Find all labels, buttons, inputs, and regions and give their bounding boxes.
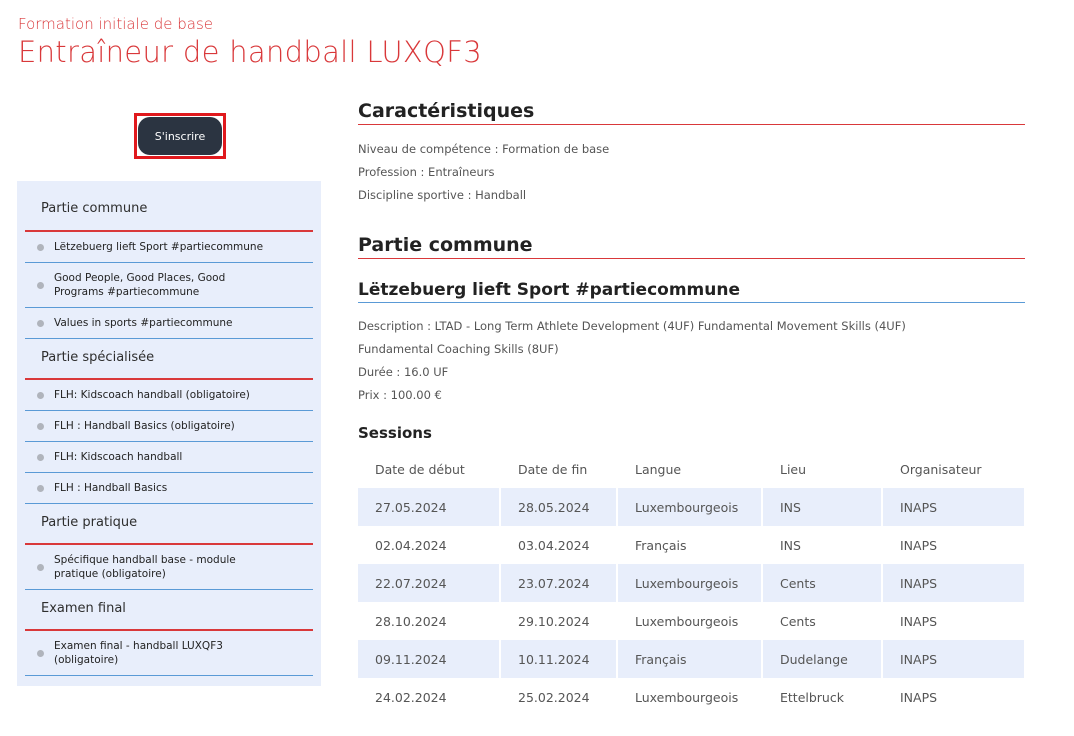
page-title: Entraîneur de handball LUXQF3 (18, 35, 482, 69)
sidebar-section-title: Examen final (41, 601, 126, 616)
main-content (358, 100, 1025, 716)
table-row (358, 526, 1024, 564)
table-cell: 22.07.2024 (358, 564, 499, 602)
table-cell: Français (618, 640, 761, 678)
sidebar-item-label: FLH : Handball Basics (obligatoire) (54, 420, 235, 432)
table-cell: Français (635, 537, 687, 553)
sidebar-item[interactable] (25, 232, 313, 263)
table-cell: 29.10.2024 (518, 613, 590, 629)
competence-level: Niveau de compétence : Formation de base (358, 142, 610, 156)
table-cell: INAPS (900, 537, 938, 553)
page-subtitle: Formation initiale de base (18, 15, 213, 33)
column-header: Date de début (375, 461, 465, 477)
sidebar-item-label: Lëtzebuerg lieft Sport #partiecommune (54, 241, 264, 253)
table-header-row (358, 450, 1024, 488)
table-cell: 24.02.2024 (375, 689, 447, 705)
sidebar-item[interactable] (25, 442, 313, 473)
sidebar-item-label: FLH: Kidscoach handball (obligatoire) (54, 389, 250, 401)
column-header: Langue (635, 461, 682, 477)
sidebar-item-label: FLH: Kidscoach handball (54, 451, 183, 463)
bullet-icon (37, 454, 44, 461)
bullet-icon (37, 244, 44, 251)
sessions-table (356, 450, 1026, 716)
sidebar-item[interactable] (25, 263, 313, 308)
table-cell: 25.02.2024 (518, 689, 590, 705)
table-row (358, 678, 1024, 716)
sport-discipline: Discipline sportive : Handball (358, 188, 527, 202)
sidebar-item-label: Values in sports #partiecommune (54, 317, 233, 329)
module-price: Prix : 100.00 € (358, 388, 442, 402)
column-header: Organisateur (900, 461, 982, 477)
sidebar-item-label: Spécifique handball base - module pratique (obligatoire) (54, 554, 236, 580)
module-title: Lëtzebuerg lieft Sport #partiecommune (358, 280, 1025, 303)
table-row (358, 488, 1024, 526)
bullet-icon (37, 282, 44, 289)
table-cell: 28.05.2024 (501, 488, 616, 526)
page-header (18, 14, 482, 70)
sidebar-item[interactable] (25, 308, 313, 339)
table-row (358, 602, 1024, 640)
table-cell: 23.07.2024 (501, 564, 616, 602)
sidebar-item[interactable] (25, 631, 313, 676)
table-cell: Ettelbruck (780, 689, 844, 705)
table-row (358, 640, 1024, 678)
sidebar-item-label: Examen final - handball LUXQF3 (obligatoire) (54, 640, 223, 666)
table-cell: INS (763, 488, 881, 526)
table-cell: 09.11.2024 (358, 640, 499, 678)
table-cell: Luxembourgeois (635, 689, 739, 705)
column-header: Date de fin (518, 461, 588, 477)
sidebar-item-label: Good People, Good Places, Good Programs #partiecommune (54, 272, 226, 298)
table-cell: Cents (780, 613, 816, 629)
table-cell: INAPS (900, 613, 938, 629)
table-cell: INAPS (883, 488, 1024, 526)
table-cell: Luxembourgeois (635, 613, 739, 629)
table-cell: INS (780, 537, 801, 553)
sidebar-section-title: Partie commune (41, 201, 148, 216)
register-button-highlight (134, 113, 226, 159)
sidebar-item[interactable] (25, 545, 313, 590)
table-cell: INAPS (883, 564, 1024, 602)
table-cell: Luxembourgeois (618, 564, 761, 602)
bullet-icon (37, 423, 44, 430)
module-duration: Durée : 16.0 UF (358, 365, 449, 379)
sidebar (17, 181, 321, 686)
bullet-icon (37, 320, 44, 327)
table-row (358, 564, 1024, 602)
table-cell: 28.10.2024 (375, 613, 447, 629)
column-header: Lieu (780, 461, 807, 477)
table-cell: 03.04.2024 (518, 537, 590, 553)
module-description: Description : LTAD - Long Term Athlete Development (4UF) Fundamental Movement Skills (4UF) (358, 319, 906, 333)
sidebar-section-title: Partie spécialisée (41, 350, 155, 365)
profession: Profession : Entraîneurs (358, 165, 495, 179)
table-cell: 10.11.2024 (501, 640, 616, 678)
sidebar-item[interactable] (25, 411, 313, 442)
bullet-icon (37, 485, 44, 492)
sidebar-item[interactable] (25, 473, 313, 504)
table-cell: 02.04.2024 (375, 537, 447, 553)
bullet-icon (37, 564, 44, 571)
sidebar-item-label: FLH : Handball Basics (54, 482, 168, 494)
table-cell: Cents (763, 564, 881, 602)
sessions-heading: Sessions (358, 424, 432, 442)
bullet-icon (37, 650, 44, 657)
table-cell: INAPS (900, 689, 938, 705)
table-cell: Luxembourgeois (618, 488, 761, 526)
table-cell: 27.05.2024 (358, 488, 499, 526)
register-button[interactable]: S'inscrire (138, 117, 222, 155)
sidebar-item[interactable] (25, 380, 313, 411)
table-cell: Dudelange (763, 640, 881, 678)
table-cell: INAPS (883, 640, 1024, 678)
module-description-cont: Fundamental Coaching Skills (8UF) (358, 342, 559, 356)
bullet-icon (37, 392, 44, 399)
partie-commune-heading: Partie commune (358, 234, 1025, 259)
characteristics-heading: Caractéristiques (358, 100, 1025, 125)
sidebar-section-title: Partie pratique (41, 515, 138, 530)
